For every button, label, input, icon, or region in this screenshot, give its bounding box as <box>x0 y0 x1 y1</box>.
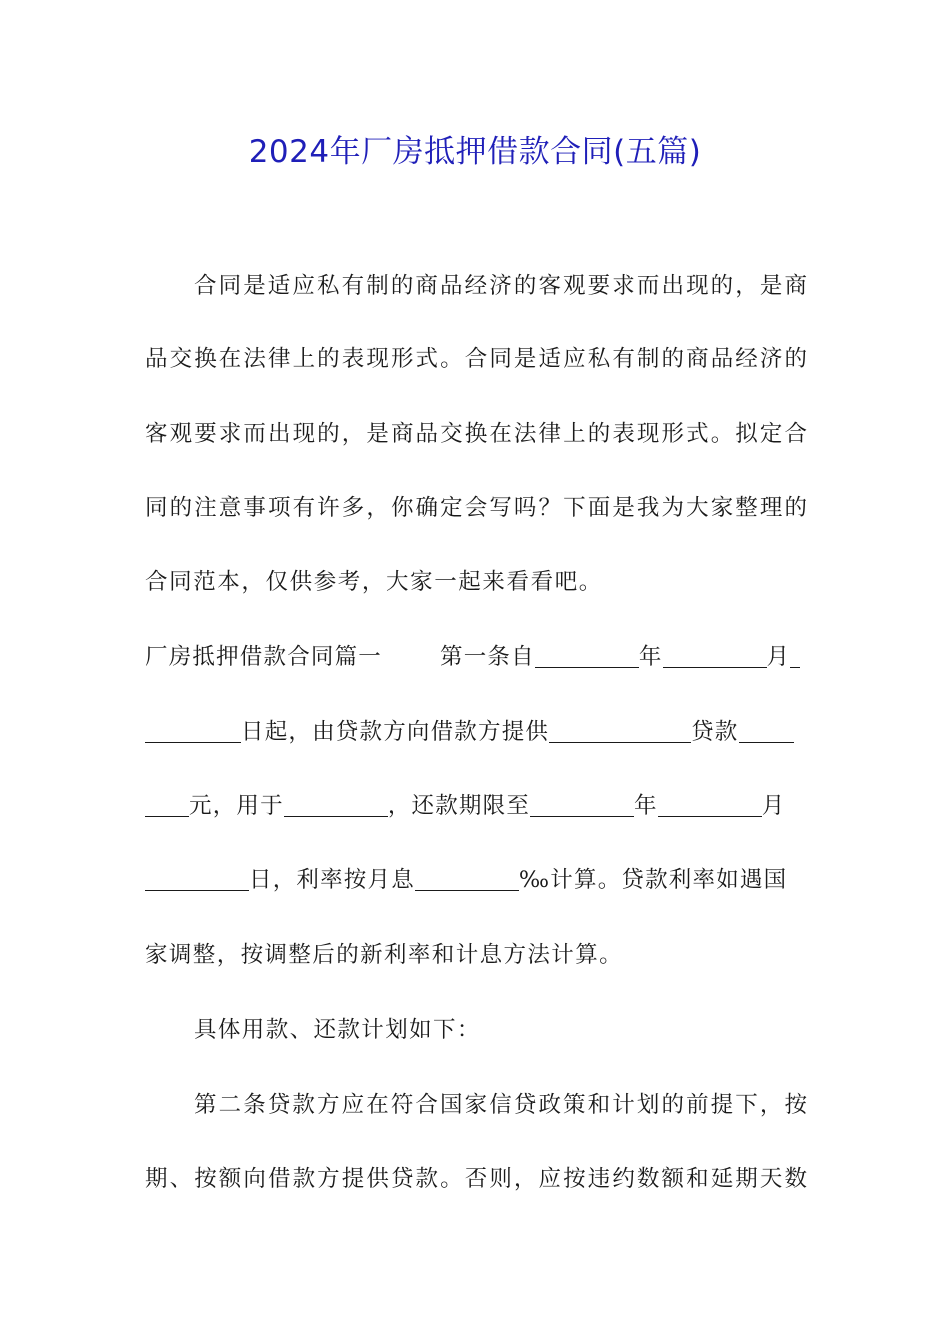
article1-day-label: 日起，由贷款方向借款方提供 <box>241 719 550 745</box>
intro-line-2: 品交换在法律上的表现形式。合同是适应私有制的商品经济的 <box>145 346 807 372</box>
blank-loan-type <box>549 720 691 743</box>
article1-line-2 <box>145 716 807 748</box>
article1-rate-rest: ‰计算。贷款利率如遇国 <box>518 867 788 893</box>
blank-loan-amount-part <box>739 720 794 743</box>
article1-line-1 <box>145 641 807 673</box>
intro-line-3: 客观要求而出现的，是商品交换在法律上的表现形式。拟定合 <box>145 421 807 447</box>
section-heading: 厂房抵押借款合同篇一 <box>145 644 383 670</box>
article1-repay-year-label: 年 <box>634 793 658 819</box>
blank-repay-month <box>658 794 762 817</box>
blank-loan-amount <box>145 794 189 817</box>
article2-line-2: 期、按额向借款方提供贷款。否则，应按违约数额和延期天数 <box>145 1166 807 1192</box>
document-title: 2024年厂房抵押借款合同(五篇) <box>248 134 702 170</box>
article2-line-1: 第二条贷款方应在符合国家信贷政策和计划的前提下，按 <box>194 1092 807 1118</box>
blank-repay-day <box>145 868 249 891</box>
article1-yuan-label: 元，用于 <box>189 793 284 819</box>
article1-loan-label: 贷款 <box>691 719 739 745</box>
article1-start: 第一条自 <box>440 644 535 670</box>
article1-rate-label: 日，利率按月息 <box>249 867 415 893</box>
article1-line-5: 家调整，按调整后的新利率和计息方法计算。 <box>145 942 624 968</box>
intro-line-5: 合同范本，仅供参考，大家一起来看看吧。 <box>145 569 603 595</box>
article1-month-label: 月 <box>766 644 791 670</box>
intro-line-4: 同的注意事项有许多，你确定会写吗？下面是我为大家整理的 <box>145 495 807 521</box>
blank-monthly-rate <box>415 868 519 891</box>
intro-line-1: 合同是适应私有制的商品经济的客观要求而出现的，是商 <box>194 273 807 299</box>
blank-start-day <box>145 720 241 743</box>
article1-year-label: 年 <box>638 644 663 670</box>
blank-repay-year <box>530 794 634 817</box>
article1-repay-month-label: 月 <box>761 793 786 819</box>
plan-line: 具体用款、还款计划如下： <box>194 1017 481 1043</box>
blank-start-month <box>663 645 767 668</box>
blank-purpose <box>284 794 388 817</box>
article1-line-4 <box>145 864 807 896</box>
article1-line-3 <box>145 790 807 822</box>
blank-start-day-part <box>790 645 800 668</box>
blank-start-year <box>535 645 639 668</box>
article1-repay-label: ，还款期限至 <box>387 793 531 819</box>
